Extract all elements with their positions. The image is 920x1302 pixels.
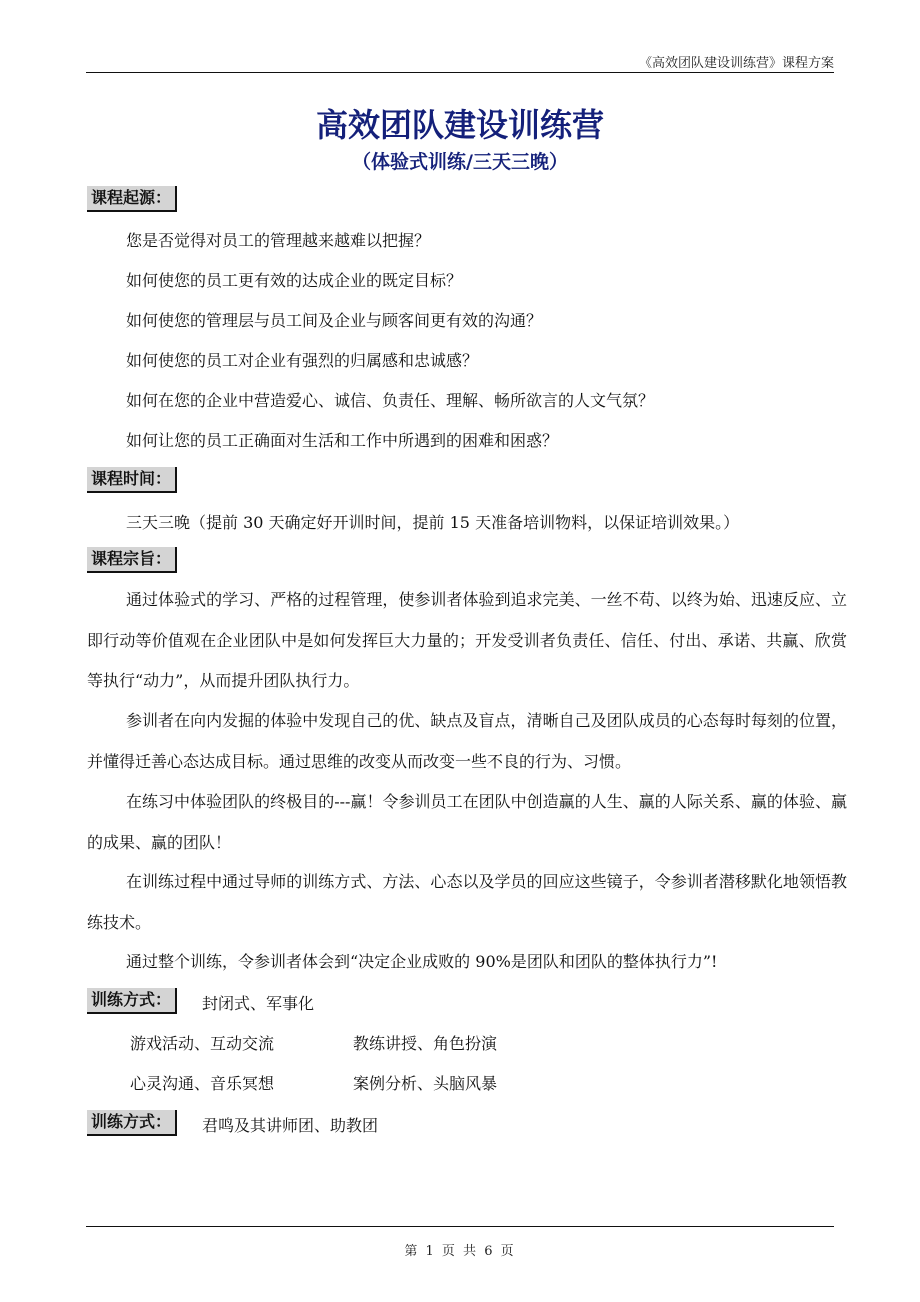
origin-question: 如何使您的管理层与员工间及企业与顾客间更有效的沟通？ xyxy=(126,311,543,330)
page-subtitle: （体验式训练/三天三晚） xyxy=(352,151,568,173)
method-item: 心灵沟通、音乐冥想 xyxy=(130,1074,275,1093)
method-inline-text: 封闭式、军事化 xyxy=(202,994,315,1013)
course-time-text: 三天三晚（提前 30 天确定好开训时间，提前 15 天准备培训物料，以保证培训效果。） xyxy=(126,513,740,532)
origin-question: 如何让您的员工正确面对生活和工作中所遇到的困难和困惑？ xyxy=(126,431,559,450)
section-label-trainer: 训练方式： xyxy=(87,1110,177,1136)
method-item: 案例分析、头脑风暴 xyxy=(353,1074,498,1093)
origin-question: 如何在您的企业中营造爱心、诚信、负责任、理解、畅所欲言的人文气氛？ xyxy=(126,391,655,410)
origin-question: 您是否觉得对员工的管理越来越难以把握？ xyxy=(126,231,431,250)
section-label-purpose: 课程宗旨： xyxy=(87,547,177,573)
purpose-paragraph: 参训者在向内发掘的体验中发现自己的优、缺点及盲点，清晰自己及团队成员的心态每时每刻的位置，并懂得迁善心态达成目标。通过思维的改变从而改变一些不良的行为、习惯。 xyxy=(87,711,847,771)
document-header-label: 《高效团队建设训练营》课程方案 xyxy=(638,56,834,71)
method-item: 游戏活动、互动交流 xyxy=(130,1034,275,1053)
header-divider xyxy=(86,72,834,73)
origin-question: 如何使您的员工更有效的达成企业的既定目标？ xyxy=(126,271,463,290)
purpose-paragraph: 通过体验式的学习、严格的过程管理，使参训者体验到追求完美、一丝不苟、以终为始、迅速反应、立即行动等价值观在企业团队中是如何发挥巨大力量的；开发受训者负责任、信任、付出、承诺、共赢、欣赏等执行“动力”，从而提升团队执行力。 xyxy=(87,590,847,690)
footer-divider xyxy=(86,1226,834,1227)
page-number: 第 1 页 共 6 页 xyxy=(404,1244,516,1259)
trainer-inline-text: 君鸣及其讲师团、助教团 xyxy=(202,1116,379,1135)
section-label-time: 课程时间： xyxy=(87,467,177,493)
purpose-paragraph: 通过整个训练，令参训者体会到“决定企业成败的 90%是团队和团队的整体执行力”! xyxy=(126,952,718,971)
section-label-method: 训练方式： xyxy=(87,988,177,1014)
method-item: 教练讲授、角色扮演 xyxy=(353,1034,498,1053)
purpose-paragraph: 在练习中体验团队的终极目的---赢！令参训员工在团队中创造赢的人生、赢的人际关系、赢的体验、赢的成果、赢的团队！ xyxy=(87,792,847,852)
purpose-paragraph: 在训练过程中通过导师的训练方式、方法、心态以及学员的回应这些镜子，令参训者潜移默化地领悟教练技术。 xyxy=(87,872,847,932)
section-label-origin: 课程起源： xyxy=(87,186,177,212)
page-title: 高效团队建设训练营 xyxy=(315,106,604,144)
origin-question: 如何使您的员工对企业有强烈的归属感和忠诚感？ xyxy=(126,351,479,370)
